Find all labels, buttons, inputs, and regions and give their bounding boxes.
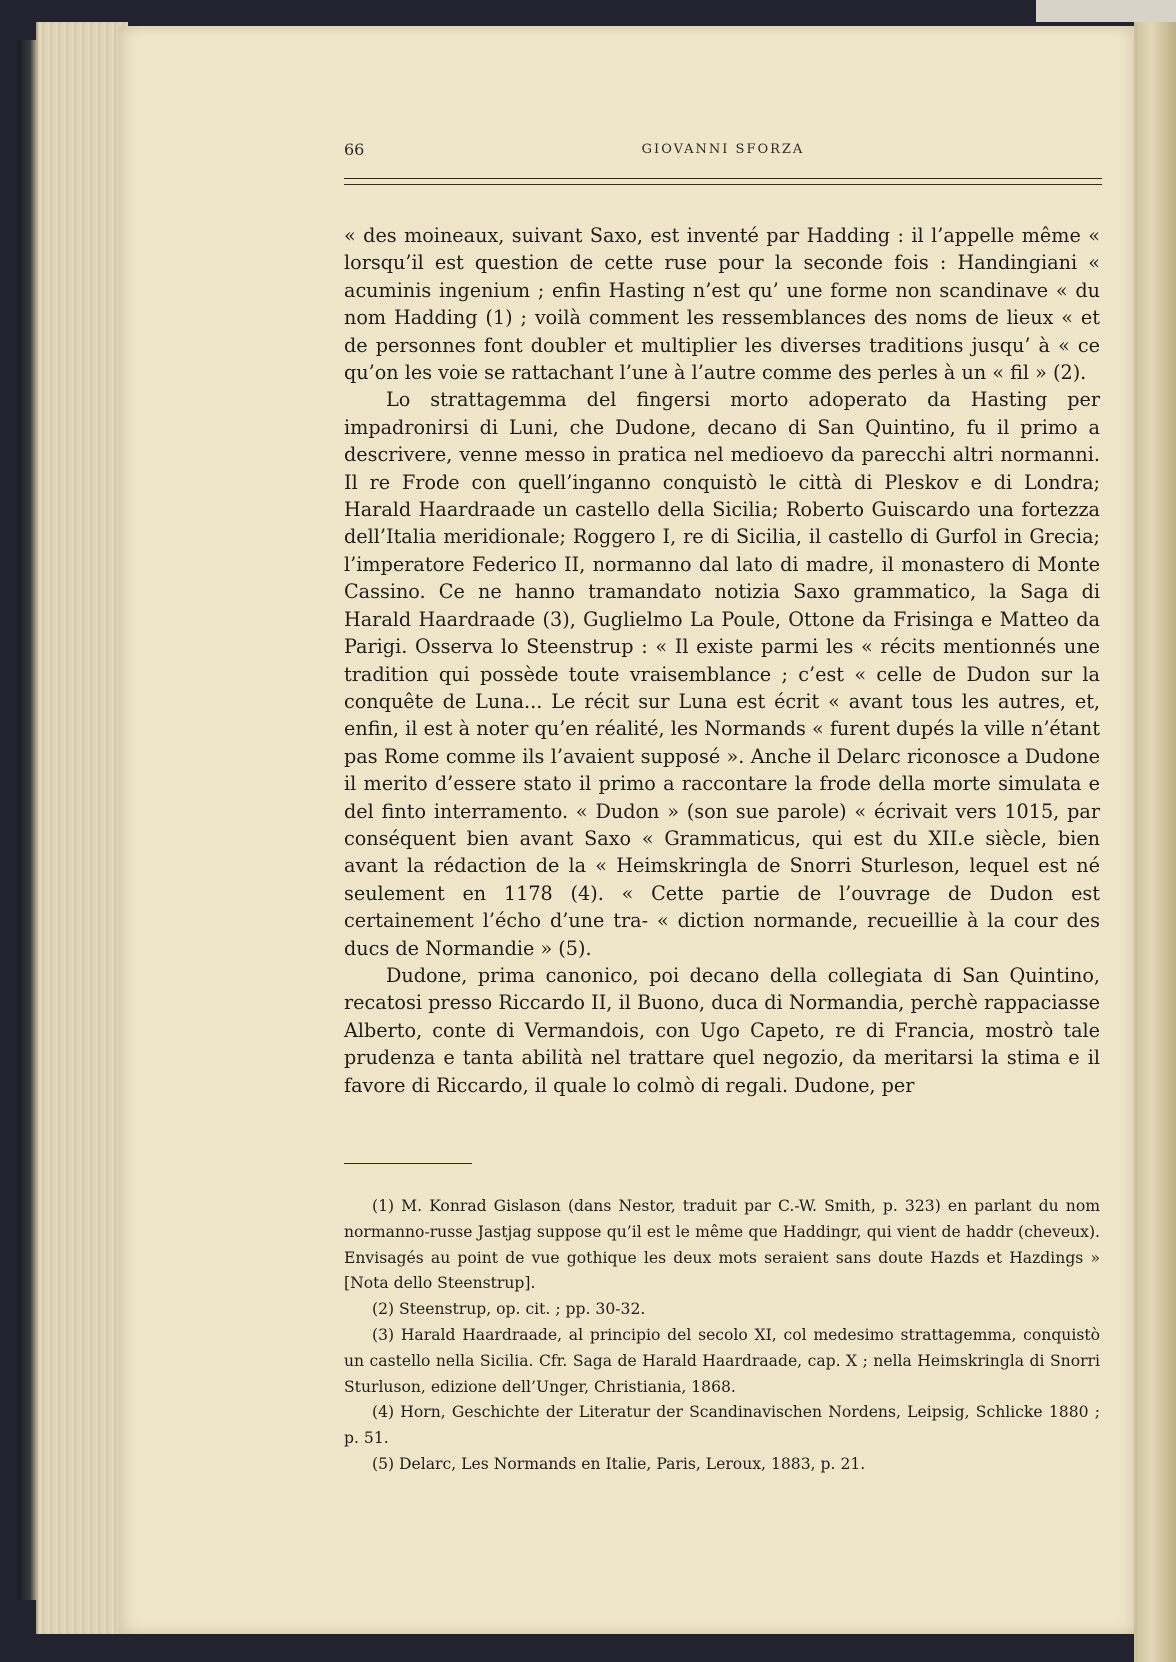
paragraph-2: Lo strattagemma del fingersi morto adoperato da Hasting per impadronirsi di Luni, che Dudone, decano di San Quintino, fu il primo a descrivere, venne messo in pratica nel medioevo da parecchi altri normanni. Il re Frode con quell’inganno conquistò le città di Pleskov e di Londra; Harald Haardraade un castello della Sicilia; Roberto Guiscardo una fortezza dell’Italia meridionale; Roggero I, re di Sicilia, il castello di Gurfol in Grecia; l’imperatore Federico II, normanno dal lato di madre, il monastero di Monte Cassino. Ce ne hanno tramandato notizia Saxo grammatico, la Saga di Harald Haardraade (3), Guglielmo La Poule, Ottone da Frisinga e Matteo da Parigi. Osserva lo Steenstrup : « Il existe parmi les « récits mentionnés une tradition qui possède toute vraisemblance ; c’est « celle de Dudon sur la conquête de Luna... Le récit sur Luna est écrit « avant tous les autres, et, enfin, il est à noter qu’en réalité, les Normands « furent dupés la ville n’étant pas Rome comme ils l’avaient supposé ». Anche il Delarc riconosce a Dudone il merito d’essere stato il primo a raccontare la frode della morte simulata e del finto interramento. « Dudon » (son sue parole) « écrivait vers 1015, par conséquent bien avant Saxo « Grammaticus, qui est du XII.e siècle, bien avant la rédaction de la « Heimskringla de Snorri Sturleson, lequel est né seulement en 1178 (4). « Cette partie de l’ouvrage de Dudon est certainement l’écho d’une tra- « diction normande, recueillie à la cour des ducs de Normandie » (5). <box>344 388 1100 960</box>
page-header <box>344 140 1102 164</box>
footnotes <box>344 1194 1100 1478</box>
facing-page-edge <box>1134 0 1176 1662</box>
main-text <box>344 222 1100 1099</box>
footnote-separator <box>344 1163 472 1164</box>
footnote-2: (2) Steenstrup, op. cit. ; pp. 30-32. <box>372 1300 646 1319</box>
page-edges <box>36 22 128 1634</box>
footnote-4: (4) Horn, Geschichte der Literatur der Scandinavischen Nordens, Leipsig, Schlicke 1880 ; p. 51. <box>344 1403 1100 1448</box>
footnote-1: (1) M. Konrad Gislason (dans Nestor, traduit par C.-W. Smith, p. 323) en parlant du nom normanno-russe Jastjag suppose qu’il est le même que Haddingr, qui vient de haddr (cheveux). Envisagés au point de vue gothique les deux mots seraient sans doute Hazds et Hazdings » [Nota dello Steenstrup]. <box>344 1197 1100 1293</box>
page-number: 66 <box>344 140 365 159</box>
footnote-3: (3) Harald Haardraade, al principio del secolo XI, col medesimo strattagemma, conquistò un castello nella Sicilia. Cfr. Saga de Harald Haardraade, cap. X ; nella Heimskringla di Snorri Sturluson, edizione dell’Unger, Christiania, 1868. <box>344 1325 1100 1396</box>
header-rule <box>344 178 1102 179</box>
header-rule-secondary <box>344 184 1102 185</box>
running-head: GIOVANNI SFORZA <box>641 142 805 157</box>
background-strip <box>1036 0 1176 22</box>
paragraph-1: « des moineaux, suivant Saxo, est inventé par Hadding : il l’appelle même « lorsqu’il est question de cette ruse pour la seconde fois : Handingiani « acuminis ingenium ; enfin Hasting n’est qu’ une forme non scandinave « du nom Hadding (1) ; voilà comment les ressemblances des noms de lieux « et de personnes font doubler et multiplier les diverses traditions jusqu’ à « ce qu’on les voie se rattachant l’une à l’autre comme des perles à un « fil » (2). <box>344 224 1100 385</box>
paragraph-3: Dudone, prima canonico, poi decano della collegiata di San Quintino, recatosi presso Riccardo II, il Buono, duca di Normandia, perchè rappaciasse Alberto, conte di Vermandois, con Ugo Capeto, re di Francia, mostrò tale prudenza e tanta abilità nel trattare quel negozio, da meritarsi la stima e il favore di Riccardo, il quale lo colmò di regali. Dudone, per <box>344 963 1100 1097</box>
book-binding <box>18 40 38 1600</box>
footnote-5: (5) Delarc, Les Normands en Italie, Paris, Leroux, 1883, p. 21. <box>372 1454 866 1473</box>
